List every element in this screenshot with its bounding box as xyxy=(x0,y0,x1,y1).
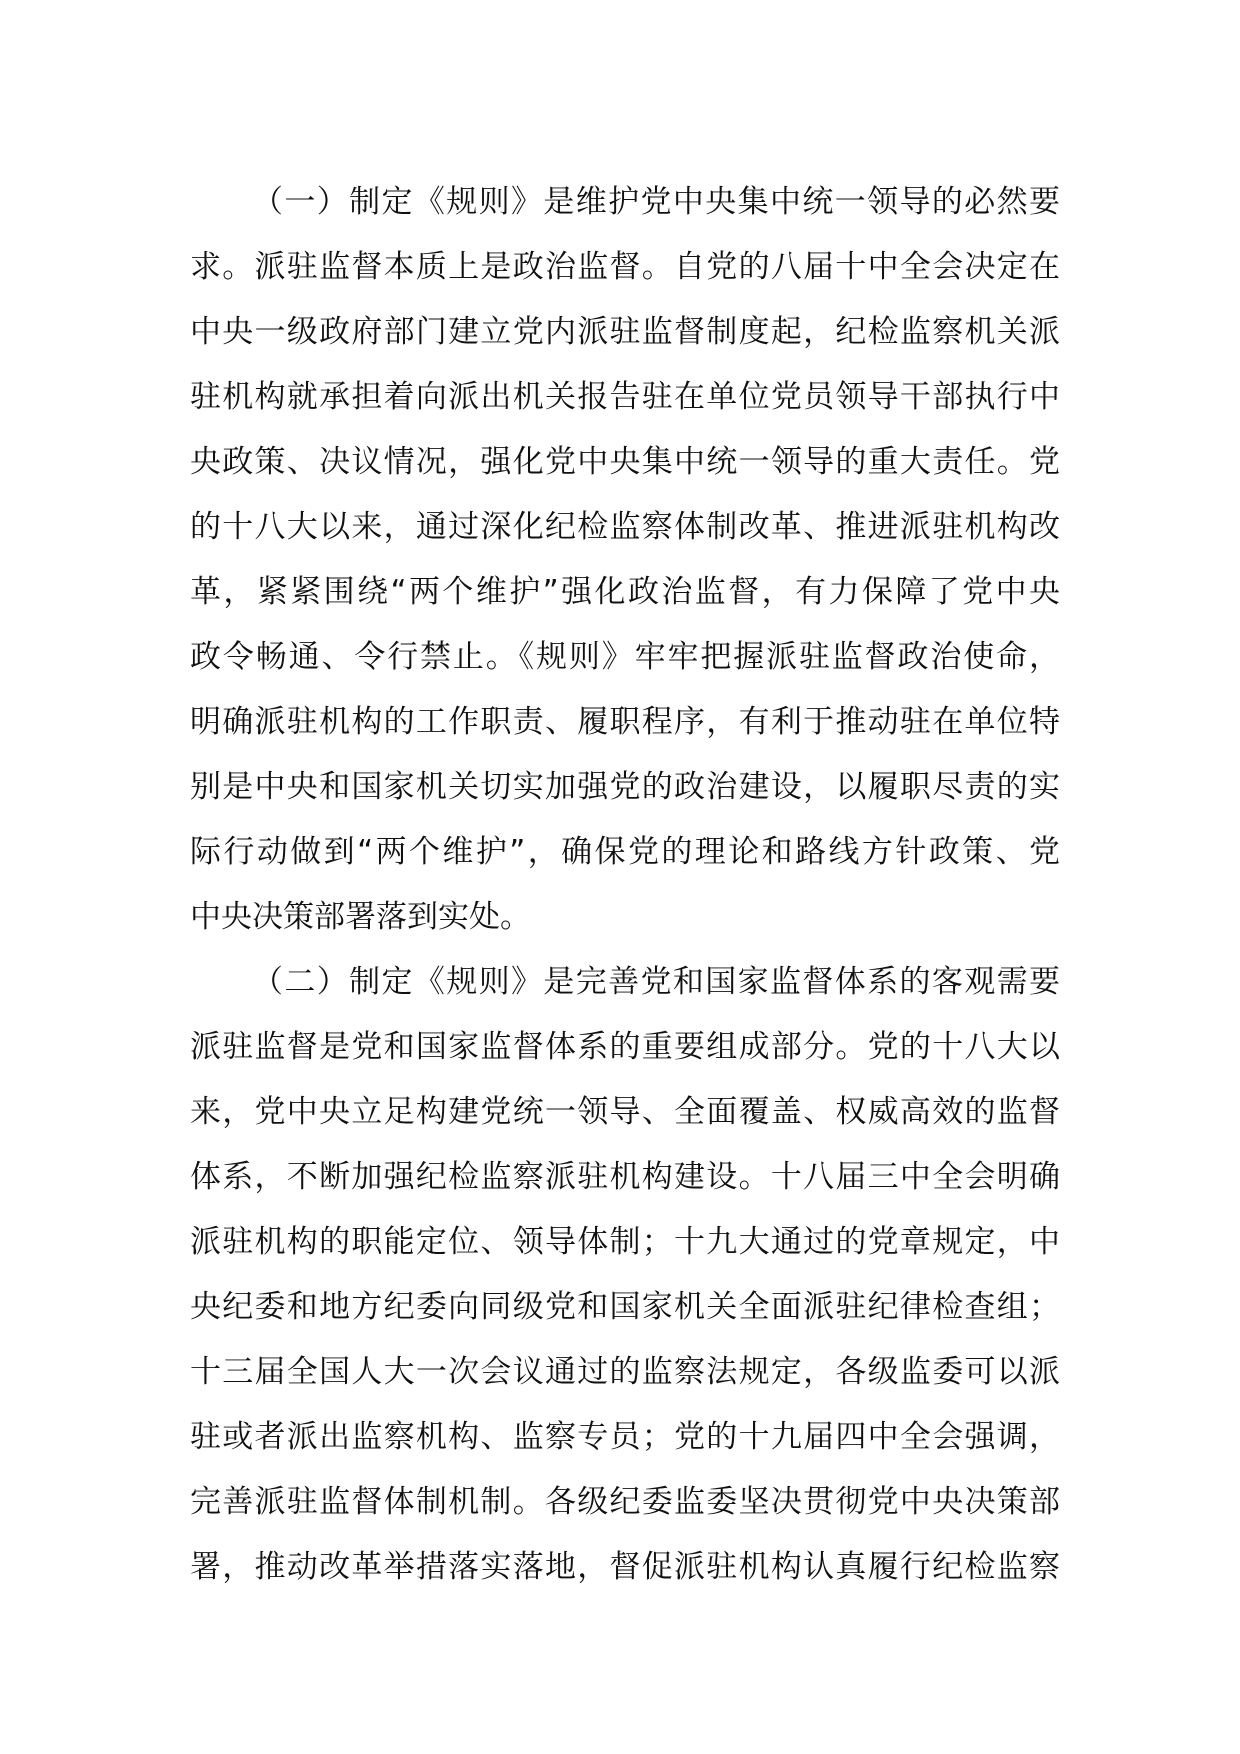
text-line: 十三届全国人大一次会议通过的监察法规定，各级监委可以派 xyxy=(190,1354,1060,1390)
text-line: （二）制定《规则》是完善党和国家监督体系的客观需要 xyxy=(252,964,1060,1000)
text-line: 革，紧紧围绕“两个维护”强化政治监督，有力保障了党中央 xyxy=(190,574,1060,610)
text-line: 明确派驻机构的工作职责、履职程序，有利于推动驻在单位特 xyxy=(190,704,1060,740)
text-line: 驻或者派出监察机构、监察专员；党的十九届四中全会强调， xyxy=(190,1419,1060,1455)
text-line: 中央一级政府部门建立党内派驻监督制度起，纪检监察机关派 xyxy=(190,314,1060,350)
text-line: （一）制定《规则》是维护党中央集中统一领导的必然要 xyxy=(252,184,1060,220)
text-line: 央纪委和地方纪委向同级党和国家机关全面派驻纪律检查组； xyxy=(190,1289,1060,1325)
text-line: 政令畅通、令行禁止。《规则》牢牢把握派驻监督政治使命， xyxy=(190,639,1060,675)
text-line: 别是中央和国家机关切实加强党的政治建设，以履职尽责的实 xyxy=(190,769,1060,805)
text-line: 派驻监督是党和国家监督体系的重要组成部分。党的十八大以 xyxy=(190,1029,1060,1065)
text-line: 署，推动改革举措落实落地，督促派驻机构认真履行纪检监察 xyxy=(190,1549,1060,1585)
text-line: 来，党中央立足构建党统一领导、全面覆盖、权威高效的监督 xyxy=(190,1094,1060,1130)
text-line: 体系，不断加强纪检监察派驻机构建设。十八届三中全会明确 xyxy=(190,1159,1060,1195)
text-line: 求。派驻监督本质上是政治监督。自党的八届十中全会决定在 xyxy=(190,249,1060,285)
paragraph-1 xyxy=(190,170,1060,950)
paragraph-2 xyxy=(190,950,1060,1600)
text-line: 完善派驻监督体制机制。各级纪委监委坚决贯彻党中央决策部 xyxy=(190,1484,1060,1520)
text-line: 中央决策部署落到实处。 xyxy=(190,899,531,935)
text-line: 派驻机构的职能定位、领导体制；十九大通过的党章规定，中 xyxy=(190,1224,1060,1260)
text-line: 的十八大以来，通过深化纪检监察体制改革、推进派驻机构改 xyxy=(190,509,1060,545)
text-line: 际行动做到“两个维护”，确保党的理论和路线方针政策、党 xyxy=(190,834,1060,870)
document-body xyxy=(190,170,1060,1600)
text-line: 驻机构就承担着向派出机关报告驻在单位党员领导干部执行中 xyxy=(190,379,1060,415)
text-line: 央政策、决议情况，强化党中央集中统一领导的重大责任。党 xyxy=(190,444,1060,480)
